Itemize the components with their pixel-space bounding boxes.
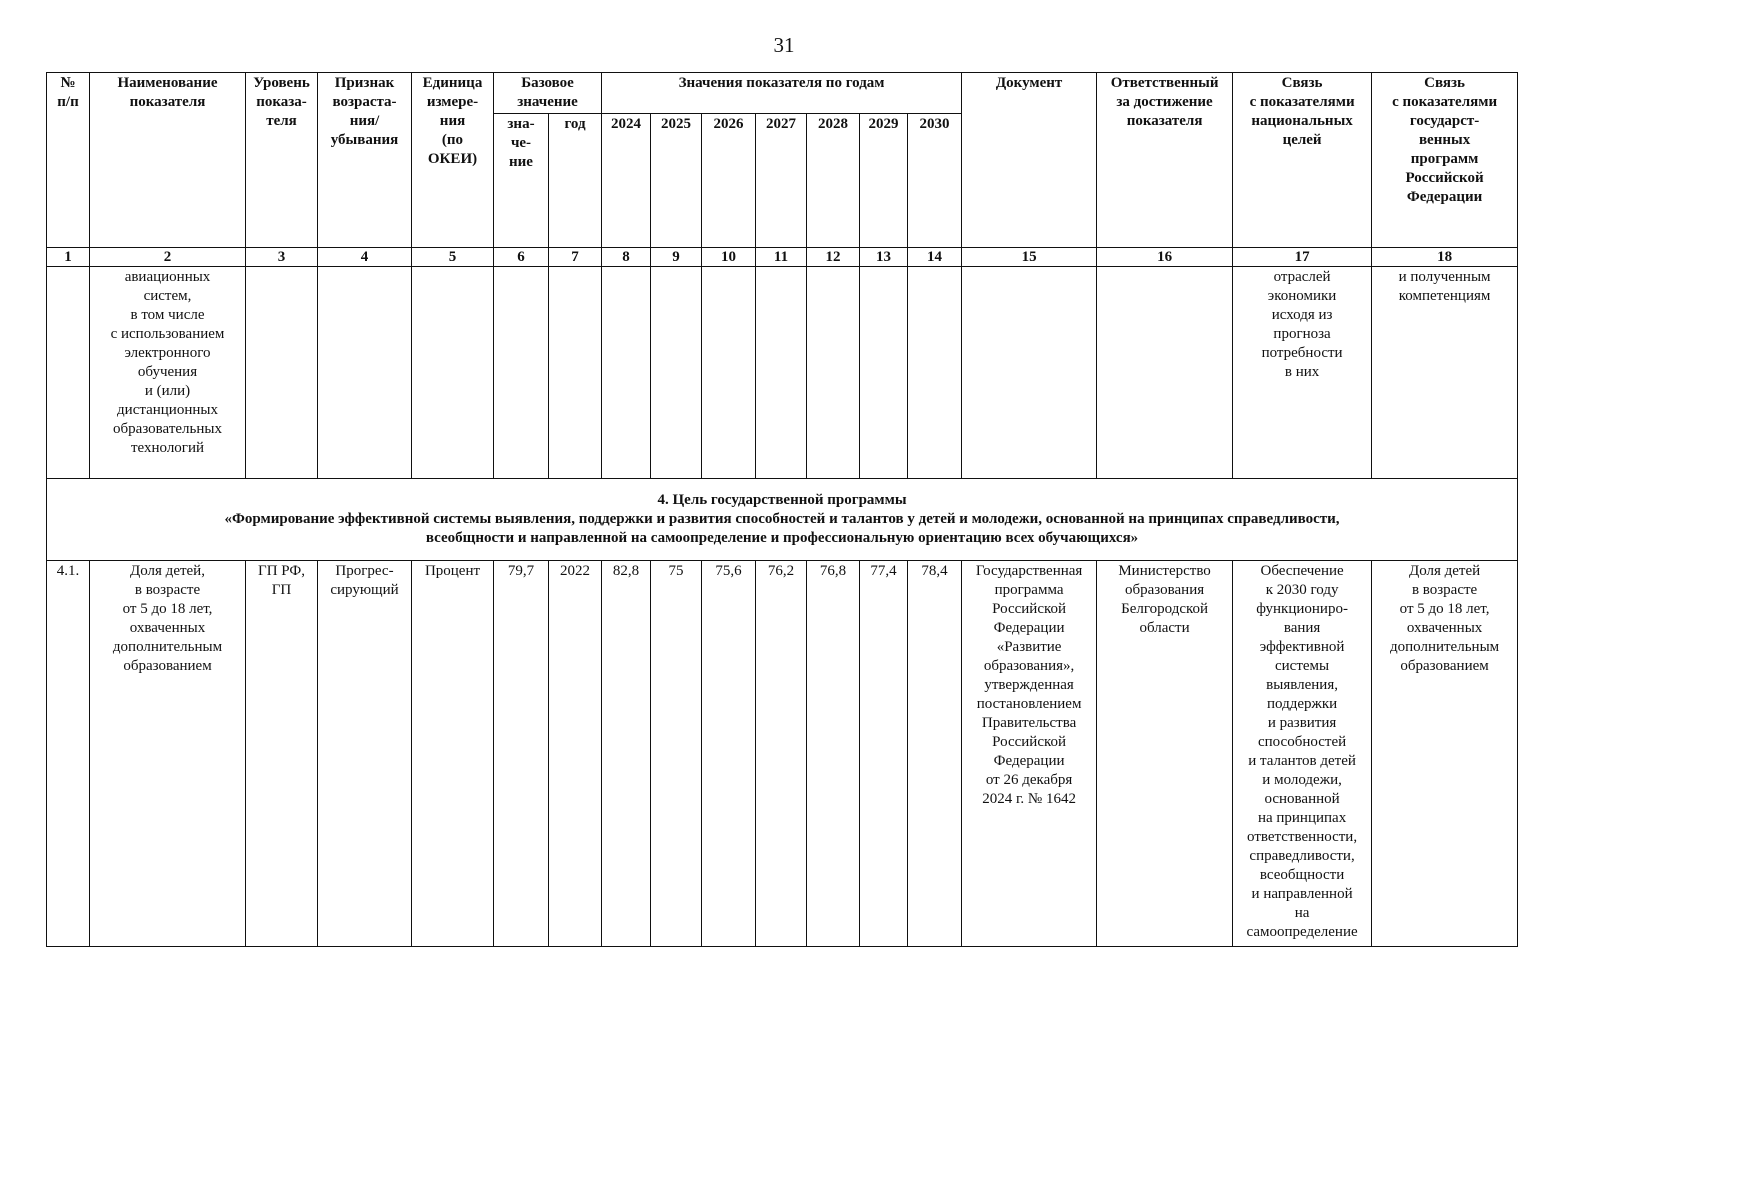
header-year: 2027 — [756, 114, 807, 248]
header-year: 2025 — [651, 114, 702, 248]
column-number: 15 — [962, 248, 1097, 267]
indicator-responsible: Министерство образования Белгородской области — [1097, 561, 1233, 947]
column-number: 2 — [90, 248, 246, 267]
column-number: 10 — [702, 248, 756, 267]
indicator-value-2025: 75 — [651, 561, 702, 947]
column-number: 3 — [246, 248, 318, 267]
header-document: Документ — [962, 73, 1097, 248]
indicator-base-value: 79,7 — [494, 561, 549, 947]
indicator-trend: Прогрес- сирующий — [318, 561, 412, 947]
header-year: 2028 — [807, 114, 860, 248]
cell-empty — [962, 267, 1097, 479]
indicators-table — [46, 72, 1518, 947]
header-responsible: Ответственный за достижение показателя — [1097, 73, 1233, 248]
cell-empty — [756, 267, 807, 479]
header-level: Уровень показа- теля — [246, 73, 318, 248]
header-trend: Признак возраста- ния/ убывания — [318, 73, 412, 248]
cell-empty — [651, 267, 702, 479]
column-number: 16 — [1097, 248, 1233, 267]
header-national-goals: Связь с показателями национальных целей — [1233, 73, 1372, 248]
continuation-national-goals: отраслей экономики исходя из прогноза потребности в них — [1233, 267, 1372, 479]
indicator-document: Государственная программа Российской Федерации «Развитие образования», утвержденная постановлением Правительства Российской Федерации от 26 декабря 2024 г. № 1642 — [962, 561, 1097, 947]
column-number: 12 — [807, 248, 860, 267]
cell-empty — [246, 267, 318, 479]
column-number: 5 — [412, 248, 494, 267]
page-number: 31 — [773, 33, 795, 57]
cell-empty — [412, 267, 494, 479]
header-base-value: Базовое значение — [494, 73, 602, 114]
header-year: 2024 — [602, 114, 651, 248]
header-row-1 — [47, 73, 1518, 114]
indicator-value-2029: 77,4 — [860, 561, 908, 947]
cell-empty — [908, 267, 962, 479]
column-number: 18 — [1372, 248, 1518, 267]
continuation-row — [47, 267, 1518, 479]
header-year: 2026 — [702, 114, 756, 248]
header-unit: Единица измере- ния (по ОКЕИ) — [412, 73, 494, 248]
indicator-base-year: 2022 — [549, 561, 602, 947]
indicator-level: ГП РФ, ГП — [246, 561, 318, 947]
column-numbers-row — [47, 248, 1518, 267]
column-number: 17 — [1233, 248, 1372, 267]
column-number: 4 — [318, 248, 412, 267]
indicator-value-2030: 78,4 — [908, 561, 962, 947]
column-number: 8 — [602, 248, 651, 267]
cell-empty — [807, 267, 860, 479]
indicator-national-goals: Обеспечение к 2030 году функциониро- вания эффективной системы выявления, поддержки и развития способностей и талантов детей и молодежи, основанной на принципах ответственности, справедливости, всеобщности и направленной на самоопределение — [1233, 561, 1372, 947]
header-year: 2029 — [860, 114, 908, 248]
column-number: 6 — [494, 248, 549, 267]
cell-empty — [47, 267, 90, 479]
cell-empty — [860, 267, 908, 479]
column-number: 1 — [47, 248, 90, 267]
indicator-value-2024: 82,8 — [602, 561, 651, 947]
indicator-value-2027: 76,2 — [756, 561, 807, 947]
indicator-unit: Процент — [412, 561, 494, 947]
indicator-name: Доля детей, в возрасте от 5 до 18 лет, охваченных дополнительным образованием — [90, 561, 246, 947]
header-number: № п/п — [47, 73, 90, 248]
header-state-programs: Связь с показателями государст- венных программ Российской Федерации — [1372, 73, 1518, 248]
cell-empty — [602, 267, 651, 479]
column-number: 7 — [549, 248, 602, 267]
indicator-value-2026: 75,6 — [702, 561, 756, 947]
header-values-by-year: Значения показателя по годам — [602, 73, 962, 114]
indicator-state-programs: Доля детей в возрасте от 5 до 18 лет, охваченных дополнительным образованием — [1372, 561, 1518, 947]
header-base-value-year: год — [549, 114, 602, 248]
goal-row — [47, 479, 1518, 561]
indicator-number: 4.1. — [47, 561, 90, 947]
indicator-value-2028: 76,8 — [807, 561, 860, 947]
continuation-indicator-name: авиационных систем, в том числе с использованием электронного обучения и (или) дистанционных образовательных технологий — [90, 267, 246, 479]
cell-empty — [549, 267, 602, 479]
cell-empty — [1097, 267, 1233, 479]
cell-empty — [702, 267, 756, 479]
indicator-row — [47, 561, 1518, 947]
header-year: 2030 — [908, 114, 962, 248]
header-base-value-value: зна- че- ние — [494, 114, 549, 248]
continuation-state-programs: и полученным компетенциям — [1372, 267, 1518, 479]
program-goal-heading: 4. Цель государственной программы «Формирование эффективной системы выявления, поддержки и развития способностей и талантов у детей и молодежи, основанной на принципах справедливости, всеобщности и направленной на самоопределение и профессиональную ориентацию всех обучающихся» — [47, 479, 1518, 561]
column-number: 13 — [860, 248, 908, 267]
column-number: 14 — [908, 248, 962, 267]
column-number: 11 — [756, 248, 807, 267]
cell-empty — [494, 267, 549, 479]
cell-empty — [318, 267, 412, 479]
column-number: 9 — [651, 248, 702, 267]
header-indicator-name: Наименование показателя — [90, 73, 246, 248]
